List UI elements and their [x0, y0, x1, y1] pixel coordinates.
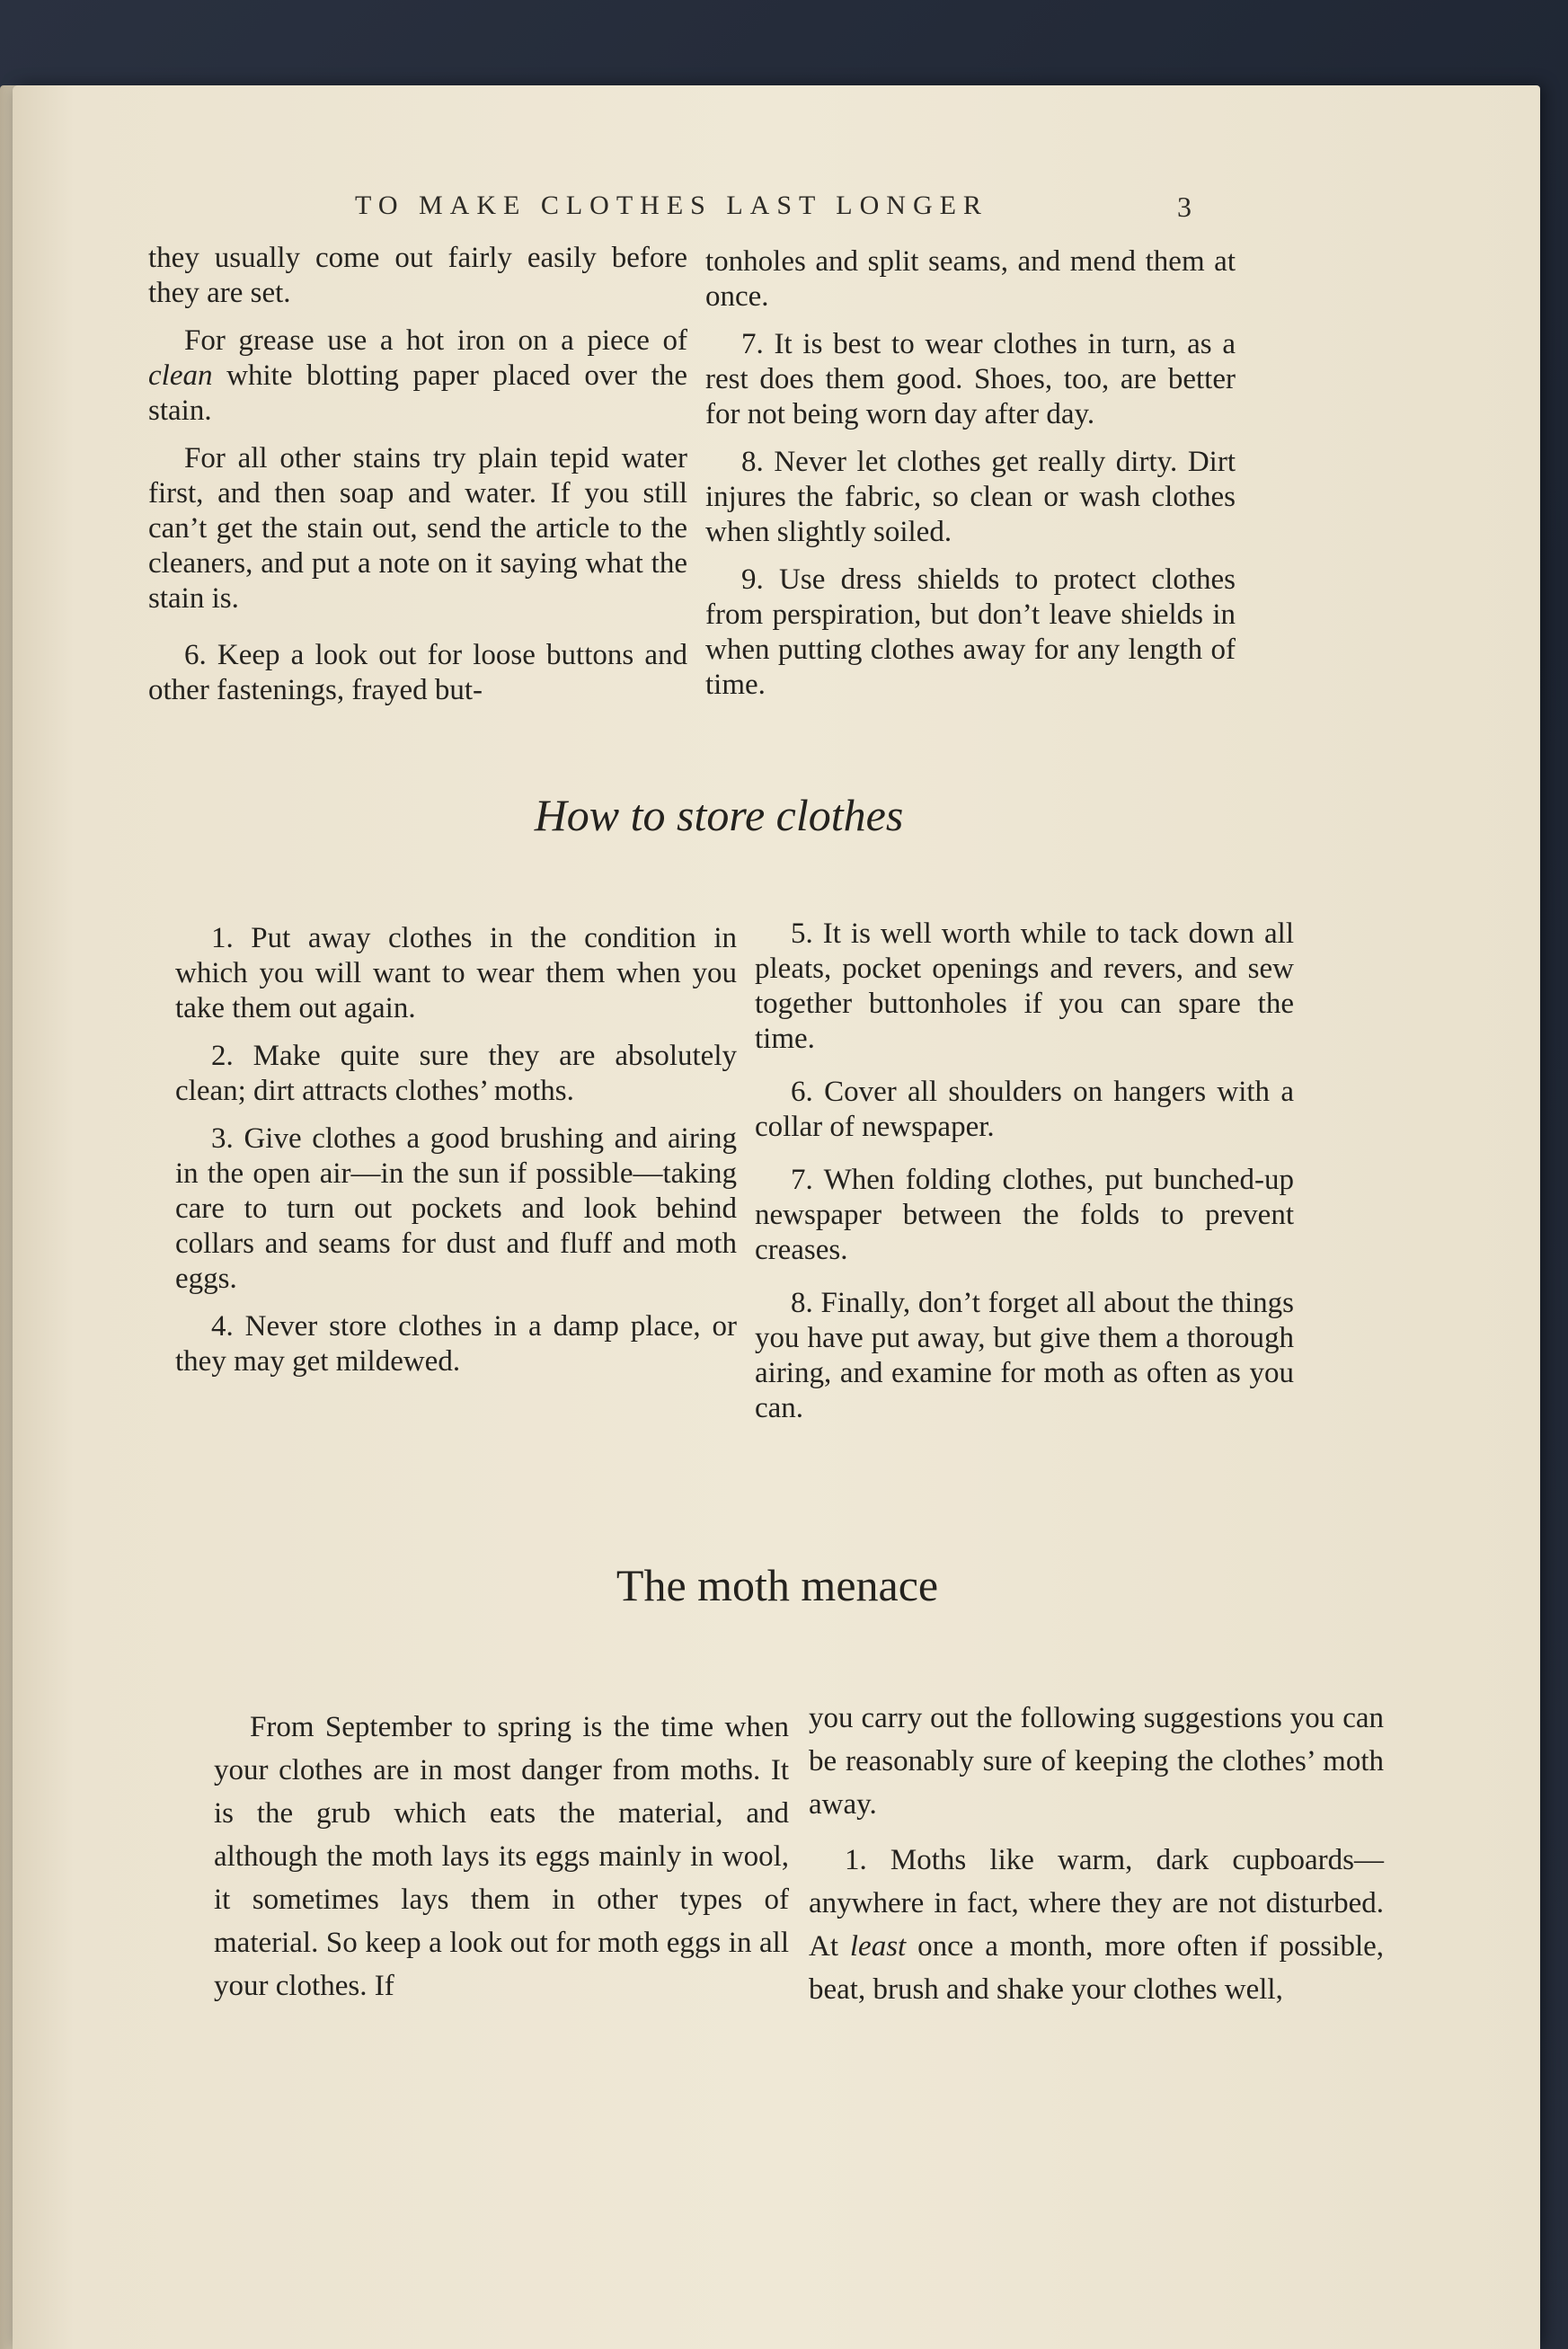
store-right-column: [755, 917, 1294, 1439]
list-item: 5. It is well worth while to tack down all pleats, pocket openings and revers, and sew together buttonholes if you can spare the time.: [755, 917, 1294, 1055]
moth-right-column: [809, 1697, 1384, 2024]
paragraph: 6. Keep a look out for loose buttons and other fastenings, frayed but-: [148, 639, 687, 706]
top-right-column: [705, 244, 1236, 715]
text-run: For grease use a hot iron on a piece of: [184, 324, 687, 357]
moth-left-column: [214, 1706, 789, 2020]
text-run: 1. Moths like warm, dark cupboards—anywhere in fact, where they are not disturbed. At: [809, 1844, 1384, 1963]
list-item: 3. Give clothes a good brushing and airing in the open air—in the sun if possible—taking care to turn out pockets and look behind collars and seams for dust and fluff and moth eggs.: [175, 1122, 737, 1295]
paragraph: 9. Use dress shields to protect clothes from perspiration, but don’t leave shields in when putting clothes away for any length of time.: [705, 563, 1236, 701]
page-number: 3: [1177, 191, 1192, 223]
list-item: 4. Never store clothes in a damp place, or they may get mildewed.: [175, 1310, 737, 1378]
list-item: 8. Finally, don’t forget all about the things you have put away, but give them a thorough airing, and examine for moth as often as you can.: [755, 1287, 1294, 1424]
paragraph: 7. It is best to wear clothes in turn, as a rest does them good. Shoes, too, are better for not being worn day after day.: [705, 328, 1236, 430]
list-item: [809, 1839, 1384, 2011]
paragraph: you carry out the following suggestions you can be reasonably sure of keeping the clothes’ moth away.: [809, 1702, 1384, 1821]
section-heading-moth: The moth menace: [616, 1560, 939, 1610]
store-left-column: [175, 921, 737, 1392]
italic-text: least: [849, 1930, 907, 1963]
list-item: 6. Cover all shoulders on hangers with a collar of newspaper.: [755, 1076, 1294, 1143]
running-head: TO MAKE CLOTHES LAST LONGER: [355, 191, 988, 220]
paragraph: they usually come out fairly easily before they are set.: [148, 242, 687, 309]
section-heading-store: How to store clothes: [534, 790, 904, 840]
list-item: 7. When folding clothes, put bunched-up newspaper between the folds to prevent creases.: [755, 1164, 1294, 1266]
paragraph: 8. Never let clothes get really dirty. Dirt injures the fabric, so clean or wash clothes when slightly soiled.: [705, 446, 1236, 548]
italic-text: clean: [148, 359, 213, 392]
top-left-column: [148, 241, 687, 721]
text-run: white blotting paper placed over the stain.: [148, 359, 687, 427]
text-run: once a month, more often if possible, beat, brush and shake your clothes well,: [809, 1930, 1385, 2006]
paragraph: [148, 324, 687, 429]
paragraph: From September to spring is the time when your clothes are in most danger from moths. It is the grub which eats the material, and although the moth lays its eggs mainly in wool, it sometimes lays them in other types of material. So keep a look out for moth eggs in all your clothes. If: [214, 1711, 789, 2002]
paragraph: For all other stains try plain tepid water first, and then soap and water. If you still can’t get the stain out, send the article to the cleaners, and put a note on it saying what the stain is.: [148, 442, 687, 615]
list-item: 2. Make quite sure they are absolutely clean; dirt attracts clothes’ moths.: [175, 1040, 737, 1107]
list-item: 1. Put away clothes in the condition in which you will want to wear them when you take them out again.: [175, 922, 737, 1024]
paragraph: tonholes and split seams, and mend them at once.: [705, 245, 1236, 313]
